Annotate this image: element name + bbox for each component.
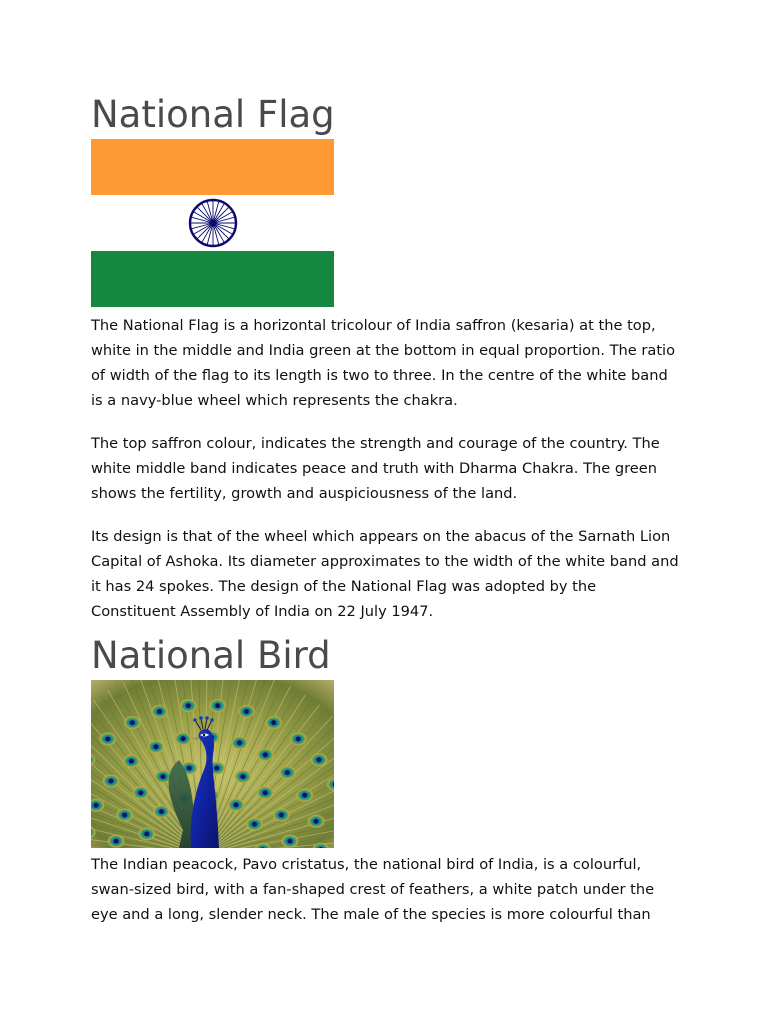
flag-green-band xyxy=(91,251,334,307)
indian-flag-image xyxy=(91,139,683,307)
peacock-icon xyxy=(91,680,334,848)
flag-saffron-band xyxy=(91,139,334,195)
flag-paragraph-3: Its design is that of the wheel which appears on the abacus of the Sarnath Lion Capital of Ashoka. Its diameter approximates to the width of the white band and it has 24 spokes. The design of the National Flag was adopted by the Constituent Assembly of India on 22 July 1947. xyxy=(91,528,679,620)
national-flag-section xyxy=(91,93,683,624)
ashoka-chakra-icon xyxy=(190,200,236,246)
bird-paragraph-1: The Indian peacock, Pavo cristatus, the national bird of India, is a colourful, swan-sized bird, with a fan-shaped crest of feathers, a white patch under the eye and a long, slender neck. The male of the species is more colourful than xyxy=(91,856,655,923)
national-bird-heading: National Bird xyxy=(91,634,331,677)
peacock-image xyxy=(91,680,683,848)
flag-paragraph-2: The top saffron colour, indicates the strength and courage of the country. The white middle band indicates peace and truth with Dharma Chakra. The green shows the fertility, growth and auspiciousness of the land. xyxy=(91,435,660,502)
indian-flag-icon xyxy=(91,139,334,307)
national-bird-section xyxy=(91,634,683,927)
flag-paragraph-1: The National Flag is a horizontal tricolour of India saffron (kesaria) at the top, white in the middle and India green at the bottom in equal proportion. The ratio of width of the flag to its length is two to three. In the centre of the white band is a navy-blue wheel which represents the chakra. xyxy=(91,317,676,409)
national-flag-heading: National Flag xyxy=(91,93,335,136)
